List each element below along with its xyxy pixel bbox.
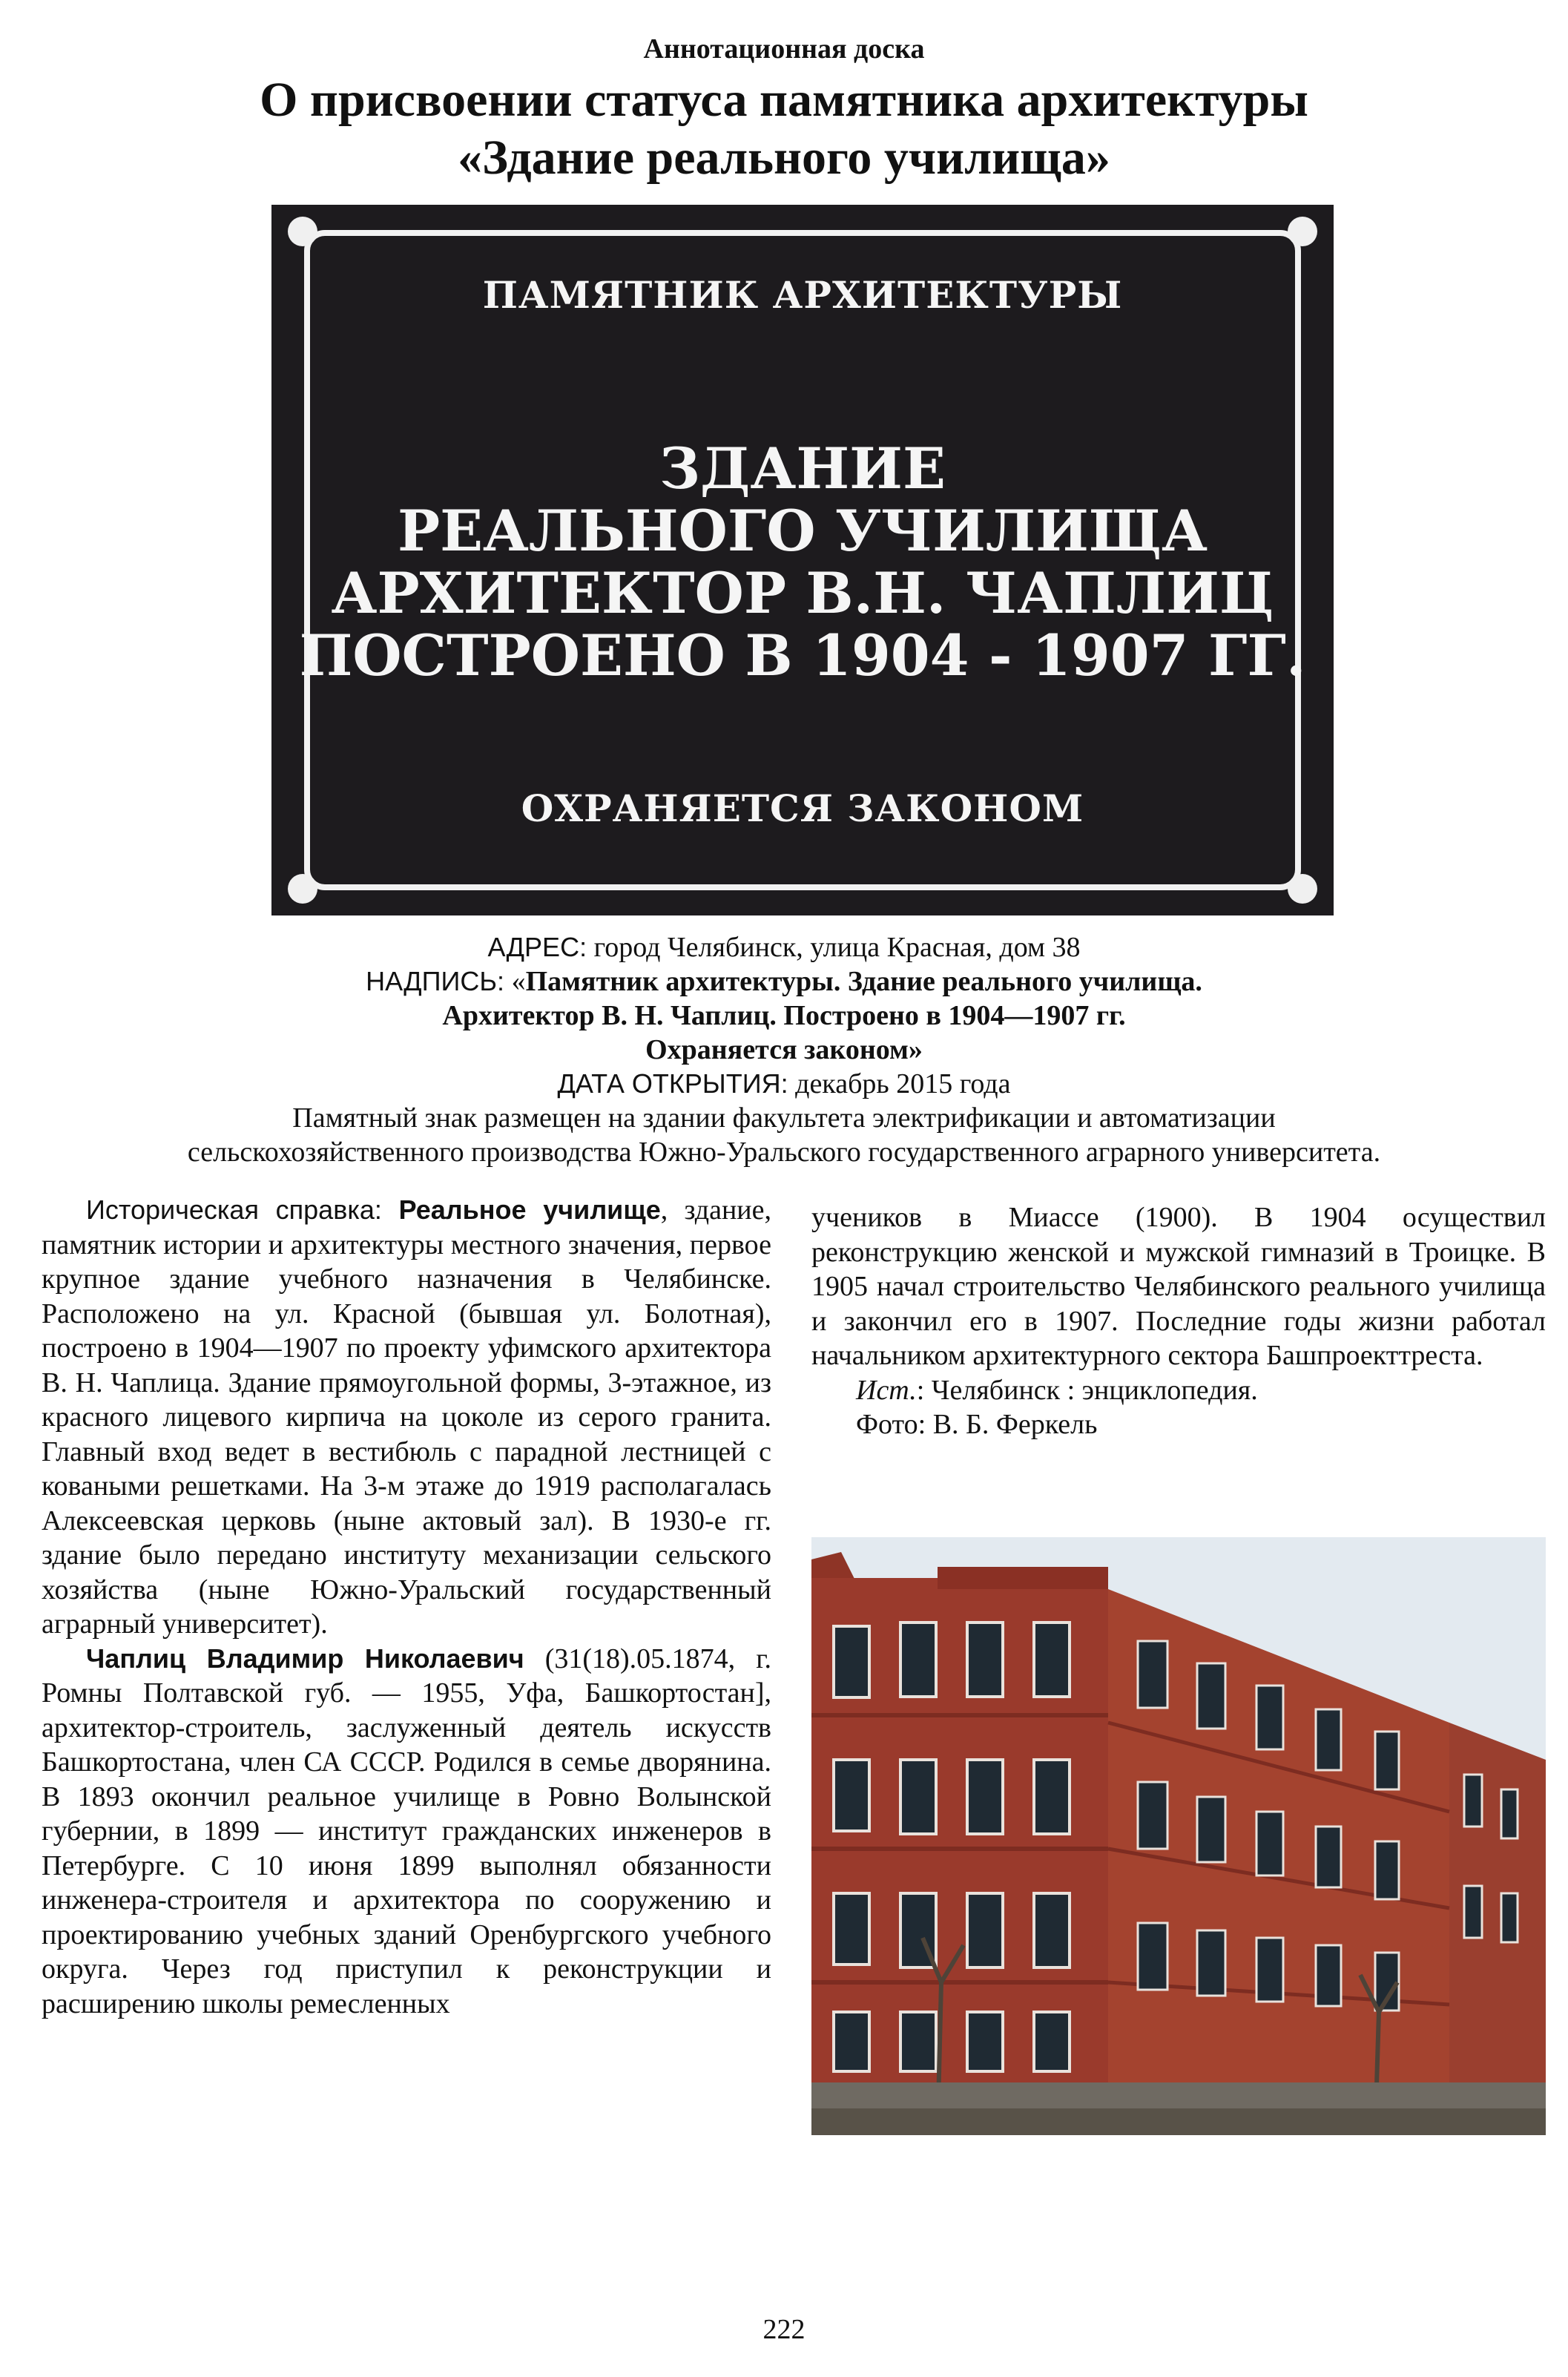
biography-paragraph: Чаплиц Владимир Николаевич (31(18).05.1874, г. Ромны Полтавской губ. — 1955, Уфа, Башкортостан], архитектор-строитель, заслуженный деятель искусств Башкортостана, член СА СССР. Родился в семье дворянина. В 1893 окончил реальное училище в Ровно Волынской губернии, в 1899 — институт гражданских инженеров в Петербурге. С 10 июня 1899 выполнял обязанности инженера-строителя и архитектора по сооружению и проектированию учебных зданий Оренбургского учебного округа. Через год приступил к реконструкции и расширению школы ремесленных <box>42 1643 771 2019</box>
inscription-text: Памятник архитектуры. Здание реального училища. <box>525 966 1202 997</box>
inscription-line-1: НАДПИСЬ: «Памятник архитектуры. Здание реального училища. <box>366 966 1202 997</box>
title-line-1: О присвоении статуса памятника архитектуры <box>260 73 1308 127</box>
inscription-line-3: Охраняется законом» <box>645 1034 923 1065</box>
plaque-heading: ПАМЯТНИК АРХИТЕКТУРЫ <box>482 273 1123 317</box>
source-line: Ист.: Челябинск : энциклопедия. <box>856 1374 1258 1406</box>
building-illustration <box>811 1537 1546 2135</box>
page-title <box>0 71 1568 187</box>
history-paragraph: Историческая справка: Реальное училище, здание, памятник истории и архитектуры местного значения, первое крупное здание учебного назначения в Челябинске. Расположено на ул. Красной (бывшая ул. Болотная), построено в 1904—1907 по проекту уфимского архитектора В. Н. Чаплица. Здание прямоугольной формы, 3-этажное, из красного лицевого кирпича на цоколе из серого гранита. Главный вход ведет в вестибюль с парадной лестницей с коваными решетками. На 3-м этаже до 1919 располагалась Алексеевская церковь (ныне актовый зал). В 1930-е гг. здание было передано институту механизации сельского хозяйства (ныне Южно-Уральский государственный аграрный университет). <box>42 1194 771 1640</box>
plaque-caption <box>0 930 1568 1169</box>
plaque-photo <box>271 205 1334 915</box>
building-photo <box>811 1537 1546 2135</box>
article-right-column <box>811 1200 1546 1442</box>
article-left-column <box>42 1193 771 2021</box>
architect-name: Чаплиц Владимир Николаевич <box>86 1643 524 1674</box>
history-label: Историческая справка: <box>86 1194 399 1225</box>
inscription-label: НАДПИСЬ: <box>366 966 505 996</box>
section-kicker: Аннотационная доска <box>643 33 925 65</box>
placement-note-2: сельскохозяйственного производства Южно-Уральского государственного аграрного университета. <box>187 1137 1381 1168</box>
plaque-line: АРХИТЕКТОР В.Н. ЧАПЛИЦ <box>331 560 1274 626</box>
address-label: АДРЕС: <box>487 932 587 962</box>
address-value: город Челябинск, улица Красная, дом 38 <box>587 932 1081 963</box>
plaque-footer: ОХРАНЯЕТСЯ ЗАКОНОМ <box>521 786 1084 830</box>
plaque-screw-bottom-right <box>1288 874 1317 904</box>
plaque-screw-bottom-left <box>288 874 317 904</box>
date-label: ДАТА ОТКРЫТИЯ: <box>557 1068 788 1099</box>
plaque-line: ЗДАНИЕ <box>659 435 946 502</box>
plaque-screw-top-right <box>1288 217 1317 246</box>
address-line <box>0 930 1568 964</box>
date-value: декабрь 2015 года <box>788 1068 1011 1099</box>
opening-date-line <box>0 1067 1568 1101</box>
page-number: 222 <box>762 2314 806 2345</box>
title-line-2: «Здание реального училища» <box>458 131 1110 185</box>
plaque-line: ПОСТРОЕНО В 1904 - 1907 ГГ. <box>299 622 1306 688</box>
inscription-line-2: Архитектор В. Н. Чаплиц. Построено в 1904—1907 гг. <box>442 1000 1126 1031</box>
history-term: Реальное училище <box>398 1194 661 1225</box>
plaque-line: РЕАЛЬНОГО УЧИЛИЩА <box>397 498 1208 564</box>
plaque-main-text <box>271 435 1334 688</box>
biography-continuation: учеников в Миассе (1900). В 1904 осуществил реконструкцию женской и мужской гимназий в Троицке. В 1905 начал строительство Челябинского реального училища и закончил его в 1907. Последние годы жизни работал начальником архитектурного сектора Башпроекттреста. <box>811 1202 1546 1371</box>
source-label: Ист. <box>856 1374 917 1406</box>
photo-credit: Фото: В. Б. Феркель <box>856 1409 1098 1440</box>
placement-note-1: Памятный знак размещен на здании факультета электрификации и автоматизации <box>292 1102 1276 1134</box>
plaque-screw-top-left <box>288 217 317 246</box>
